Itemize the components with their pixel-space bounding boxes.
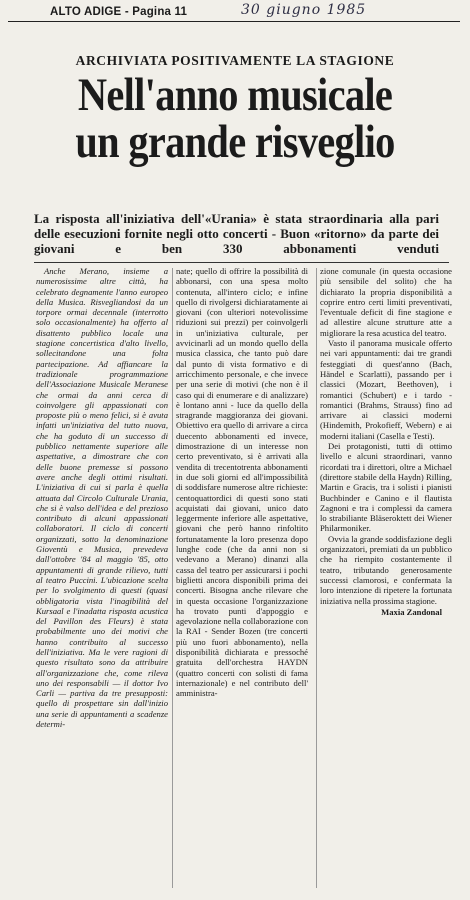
paragraph: Dei protagonisti, tutti di ottimo livello e alcuni straordinari, vanno ricordati tra i direttori, oltre a Michael (direttore stabile della Haydn) Rilling, Martin e Gracis, tra i solisti i pianisti Buchbinder e Canino e il flautista Zagnoni e tra i complessi da camera lo strabiliante Bläseroktett dei Wiener Philarmoniker. xyxy=(320,441,452,534)
article-author: Maxia Zandonal xyxy=(381,606,442,617)
body-column-1 xyxy=(36,266,168,896)
column-divider xyxy=(172,268,173,888)
paragraph: Vasto il panorama musicale offerto nei vari appuntamenti: dai tre grandi festeggiati di quest'anno (Bach, Händel e Scarlatti), passando per i classici (Mozart, Beethoven), i romantici (Schubert) e i tardo - romantici (Brahms, Strauss) fino ad arrivare ai classici moderni (Hindemith, Prokofieff, Webern) e ai moderni italiani (Casella e Testi). xyxy=(320,338,452,441)
paragraph: Ovvia la grande soddisfazione degli organizzatori, premiati da un pubblico che ha riempito costantemente il teatro, tributando generosamente successi clamorosi, e confermata la loro intenzione di ripetere la fortunata iniziativa nella prossima stagione. xyxy=(320,533,452,606)
header-divider xyxy=(8,21,460,22)
article-kicker: ARCHIVIATA POSITIVAMENTE LA STAGIONE xyxy=(75,53,395,68)
page-header xyxy=(8,4,458,20)
article-body xyxy=(36,266,458,896)
headline-line-1: Nell'anno musicale xyxy=(77,69,393,121)
article-subhead: La risposta all'iniziativa dell'«Urania» è stata straordinaria alla pari delle esecuzioni fornite negli otto concerti - Buon «ritorno» da parte dei giovani e ben 330 abbonamenti venduti xyxy=(34,211,439,256)
column-divider xyxy=(316,268,317,888)
paragraph: zione comunale (in questa occasione più sensibile del solito) che ha dichiarato la propria disponibilità a coprire entro certi limiti preventivati, l'eventuale deficit di fine stagione e ad allestire alcune strutture atte a migliorare la resa acustica del teatro. xyxy=(320,266,452,338)
article-headline xyxy=(33,69,437,168)
subhead-divider xyxy=(34,262,449,263)
handwritten-date: 30 giugno 1985 xyxy=(241,2,367,18)
paragraph: nate; quello di offrire la possibilità di abbonarsi, con una spesa molto contenuta, all'intero ciclo; e infine quello di rivolgersi dichiaratamente ai giovani (con ulteriori notevolissime riduzioni sui prezzi) per coinvolgerli in un'iniziativa culturale, per avvicinarli ad un mondo quello della musica classica, che tanto può dare dal punto di vista formativo e di arricchimento personale, e che invece per una serie di motivi (che non è il caso qui di enumerare e di analizzare) è lontano anni - luce da quello della stragrande maggioranza dei giovani. Obiettivo era quello di arrivare a circa duecento abbonamenti ed invece, dimostrazione di un interesse non certo preventivato, si è arrivati alla vendita di trecentotrenta abbonamenti in due soli giorni ed all'impossibilità di soddisfare numerose altre richieste: centoquattordici di questi sono stati acquistati dai giovani, unico dato leggermente inferiore alle aspettative, giovani che però hanno rinfoltito fortunatamente la loro presenza dopo lunghe code (che da anni non si vedevano a Merano) dinanzi alla cassa del teatro per assicurarsi i pochi biglietti ancora disponibili prima dei concerti. Bisogna anche rilevare che in questa occasione l'organizzazione ha trovato punti d'appoggio e agevolazione nella collaborazione con la RAI - Sender Bozen (tre concerti più uno fuori abbonamento), nella disponibilità dichiarata e pressoché gratuita dell'orchestra HAYDN (quattro concerti con solisti di fama internazionale) e nel contributo dell' amministra- xyxy=(176,266,308,699)
headline-line-2: un grande risveglio xyxy=(75,116,395,168)
newspaper-name: ALTO ADIGE - Pagina 11 xyxy=(50,6,188,18)
body-column-2 xyxy=(176,266,308,896)
body-column-3 xyxy=(320,266,452,896)
paragraph: Anche Merano, insieme a numerosissime altre città, ha celebrato degnamente l'anno europeo della Musica. Risvegliandosi da un torpore ormai decennale (interrotto solo occasionalmente) ha offerto al disattento pubblico locale una stagione concertistica d'alto livello, sollecitandone una folta partecipazione. Ad affiancare la tradizionale programmazione dell'Associazione Musicale Meranese che ormai da anni cerca di coinvolgere gli appassionati con proposte più o meno felici, si è avuta infatti un'iniziativa del tutto nuova, che ha goduto di un successo di pubblico nettamente superiore alle aspettative, a dimostrare che con delle buone premesse si possono avere anche degli ottimi risultati. L'iniziativa di cui si parla è quella attuata dal Circolo Culturale Urania, che si è valso dell'idea e del prezioso contributo di alcuni appassionati collaboratori. Il ciclo di concerti organizzati, sotto la denominazione Gioventù e Musica, prevedeva dall'ottobre '84 al maggio '85, otto appuntamenti di grande rilievo, tutti al teatro Puccini. L'ubicazione scelta per lo svolgimento di questi (quasi obbligatoria vista l'inagibilità del Kursaal e l'inadatta risposta acustica del Pavillon des Fleurs) è stata probabilmente uno dei motivi che hanno contribuito al successo dell'iniziativa. Ma le vere ragioni di questo risultato sono da attribuire all'organizzazione che, come rileva uno dei responsabili — il dottor Ivo Carli — partiva da tre presupposti: quello di prospettare sin dall'inizio una serie di appuntamenti a scadenze determi- xyxy=(36,266,168,730)
